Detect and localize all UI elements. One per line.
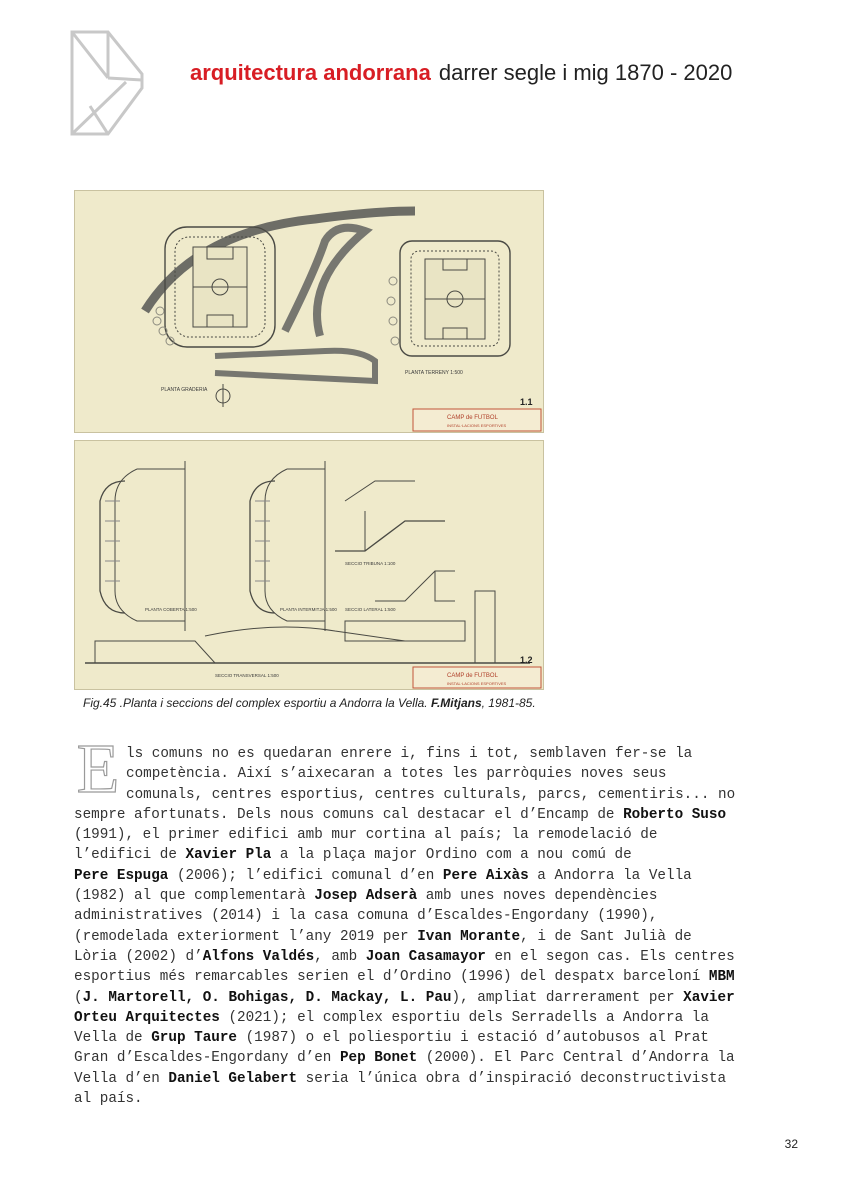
- section-sheet-number: 1.2: [520, 655, 533, 665]
- section-title-block-2: INSTAL·LACIONS ESPORTIVES: [447, 681, 507, 686]
- body-paragraph: [74, 744, 804, 1109]
- body-line: sempre afortunats. Dels nous comuns cal destacar el d’Encamp de Roberto Suso: [74, 806, 727, 823]
- section-label-tribuna: SECCIO TRIBUNA 1:100: [345, 561, 396, 566]
- section-label-lateral: SECCIO LATERAL 1:500: [345, 607, 396, 612]
- person-name: Xavier Pla: [185, 847, 272, 864]
- body-line: administratives (2014) i la casa comuna d’Escaldes-Engordany (1990),: [74, 908, 658, 925]
- body-line: Vella de Grup Taure (1987) o el poliesportiu i estació d’autobusos al Prat: [74, 1030, 709, 1047]
- caption-author: F.Mitjans: [430, 696, 482, 710]
- person-name: Ivan Morante: [417, 928, 521, 945]
- person-name: Roberto Suso: [623, 806, 727, 823]
- body-line: l’edifici de Xavier Pla a la plaça major Ordino com a nou comú de: [74, 847, 632, 864]
- body-line: (remodelada exteriorment l’any 2019 per Ivan Morante, i de Sant Julià de: [74, 928, 692, 945]
- plan-sheet-number: 1.1: [520, 397, 533, 407]
- person-name: Pep Bonet: [339, 1050, 418, 1067]
- plan-drawing: [75, 191, 543, 432]
- sections-drawing: [75, 441, 543, 689]
- body-line: al país.: [74, 1091, 143, 1108]
- body-line: comunals, centres esportius, centres culturals, parcs, cementiris... no: [126, 786, 736, 803]
- caption-text: Fig.45 .Planta i seccions del complex esportiu a Andorra la Vella.: [83, 696, 431, 710]
- person-name: Xavier: [683, 989, 735, 1006]
- body-line: Vella d’en Daniel Gelabert seria l’única obra d’inspiració deconstructivista: [74, 1070, 727, 1087]
- body-line: (1991), el primer edifici amb mur cortina al país; la remodelació de: [74, 827, 658, 844]
- plan-title-block-2: INSTAL·LACIONS ESPORTIVES: [447, 423, 507, 428]
- header-brand: arquitectura andorrana: [190, 60, 431, 85]
- section-title-block-1: CAMP de FUTBOL: [447, 673, 498, 679]
- body-line: ls comuns no es quedaran enrere i, fins i tot, semblaven fer-se la: [126, 746, 693, 762]
- person-name: Daniel Gelabert: [168, 1070, 298, 1087]
- figure-plate-plan: [74, 190, 544, 433]
- logo-icon: [68, 28, 146, 138]
- person-name: Grup Taure: [151, 1030, 238, 1047]
- person-name: MBM: [708, 969, 735, 986]
- person-name: Alfons Valdés: [202, 948, 315, 965]
- page-number: 32: [784, 1137, 798, 1151]
- body-line: competència. Així s’aixecaran a totes les parròquies noves seus: [126, 766, 667, 783]
- section-label-transversal: SECCIO TRANSVERSAL 1:500: [215, 673, 279, 678]
- section-label-coberta: PLANTA COBERTA 1:500: [145, 607, 197, 612]
- person-name: Pere Aixàs: [442, 867, 529, 884]
- person-name: Orteu Arquitectes: [74, 1009, 220, 1026]
- figure-caption: [83, 696, 536, 710]
- plan-label-graderia: PLANTA GRADERIA: [161, 387, 208, 393]
- page-header: [190, 60, 732, 86]
- body-line: Lòria (2002) d’Alfons Valdés, amb Joan Casamayor en el segon cas. Els centres: [74, 948, 735, 965]
- person-name: J. Martorell, O. Bohigas, D. Mackay, L. Pau: [82, 989, 452, 1006]
- body-line: Orteu Arquitectes (2021); el complex esportiu dels Serradells a Andorra la: [74, 1009, 709, 1026]
- body-line: Pere Espuga (2006); l’edifici comunal d’en Pere Aixàs a Andorra la Vella: [74, 867, 692, 884]
- drop-cap: E: [76, 731, 120, 808]
- person-name: Pere Espuga: [74, 867, 169, 884]
- caption-year: , 1981-85.: [481, 696, 536, 710]
- body-line: (1982) al que complementarà Josep Adserà amb unes noves dependències: [74, 888, 658, 905]
- body-line: Gran d’Escaldes-Engordany d’en Pep Bonet (2000). El Parc Central d’Andorra la: [74, 1050, 735, 1067]
- section-label-intermitja: PLANTA INTERMITJA 1:500: [280, 607, 337, 612]
- body-line: esportius més remarcables serien el d’Ordino (1996) del despatx barceloní MBM: [74, 969, 735, 986]
- person-name: Joan Casamayor: [365, 948, 486, 965]
- person-name: Josep Adserà: [314, 888, 418, 905]
- body-line: (J. Martorell, O. Bohigas, D. Mackay, L. Pau), ampliat darrerament per Xavier: [74, 989, 735, 1006]
- plan-title-block-1: CAMP de FUTBOL: [447, 415, 498, 421]
- header-subtitle: darrer segle i mig 1870 - 2020: [438, 60, 733, 85]
- figure-plate-sections: [74, 440, 544, 690]
- plan-label-terreny: PLANTA TERRENY 1:500: [405, 370, 463, 376]
